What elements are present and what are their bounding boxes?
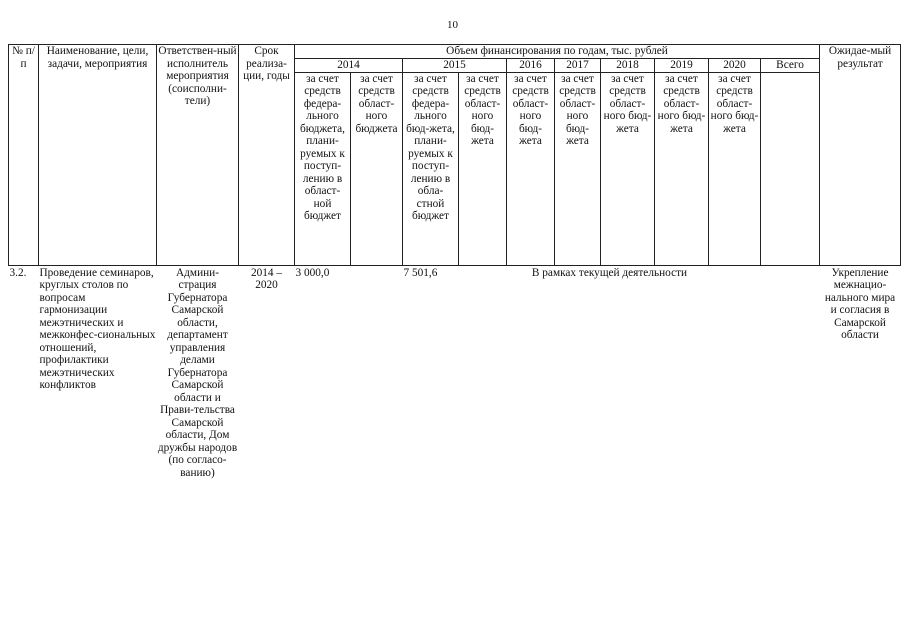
sub-2017-regional: за счет средств област-ного бюд-жета (555, 72, 601, 265)
row-result: Укрепление межнацио-нального мира и согласия в Самарской области (820, 265, 901, 479)
year-2019: 2019 (655, 58, 709, 72)
sub-2018-regional: за счет средств област-ного бюд-жета (601, 72, 655, 265)
year-2014: 2014 (295, 58, 403, 72)
row-total (761, 265, 820, 479)
row-name: Проведение семинаров, круглых столов по вопросам гармонизации межэтнических и межконфес-сиональных отношений, профилактики межэтнических конфликтов (39, 265, 157, 479)
col-executor-header: Ответствен-ный исполнитель мероприятия (соисполни-тели) (157, 45, 239, 266)
sub-2015-regional: за счет средств област-ного бюд-жета (459, 72, 507, 265)
year-2016: 2016 (507, 58, 555, 72)
row-num: 3.2. (9, 265, 39, 479)
program-table (8, 44, 901, 479)
row-2014-federal: 3 000,0 (295, 265, 351, 479)
sub-2020-regional: за счет средств област-ного бюд-жета (709, 72, 761, 265)
row-2015-federal: 7 501,6 (403, 265, 459, 479)
col-num-header: № п/п (9, 45, 39, 266)
col-name-header: Наименование, цели, задачи, мероприятия (39, 45, 157, 266)
year-total: Всего (761, 58, 820, 72)
sub-2015-federal: за счет средств федера-льного бюд-жета, плани-руемых к поступ-лению в обла-стной бюджет (403, 72, 459, 265)
sub-2014-regional: за счет средств област-ного бюджета (351, 72, 403, 265)
row-2014-regional (351, 265, 403, 479)
row-note: В рамках текущей деятельности (459, 265, 761, 479)
row-executor: Админи-страция Губернатора Самарской области, департамент управления делами Губернатора Самарской области и Прави-тельства Самарской области, Дом дружбы народов (по согласо-ванию) (157, 266, 238, 479)
sub-2019-regional: за счет средств област-ного бюд-жета (655, 72, 709, 265)
col-term-header: Срок реализа-ции, годы (239, 45, 295, 266)
row-term: 2014 – 2020 (239, 265, 295, 479)
col-result-header: Ожидае-мый результат (820, 45, 901, 266)
sub-total (761, 72, 820, 265)
page-number: 10 (447, 19, 458, 31)
sub-2016-regional: за счет средств област-ного бюд-жета (507, 72, 555, 265)
year-2017: 2017 (555, 58, 601, 72)
year-2015: 2015 (403, 58, 507, 72)
year-2018: 2018 (601, 58, 655, 72)
col-financing-header: Объем финансирования по годам, тыс. рублей (295, 45, 820, 59)
sub-2014-federal: за счет средств федера-льного бюджета, плани-руемых к поступ-лению в област-ной бюджет (295, 72, 351, 265)
year-2020: 2020 (709, 58, 761, 72)
